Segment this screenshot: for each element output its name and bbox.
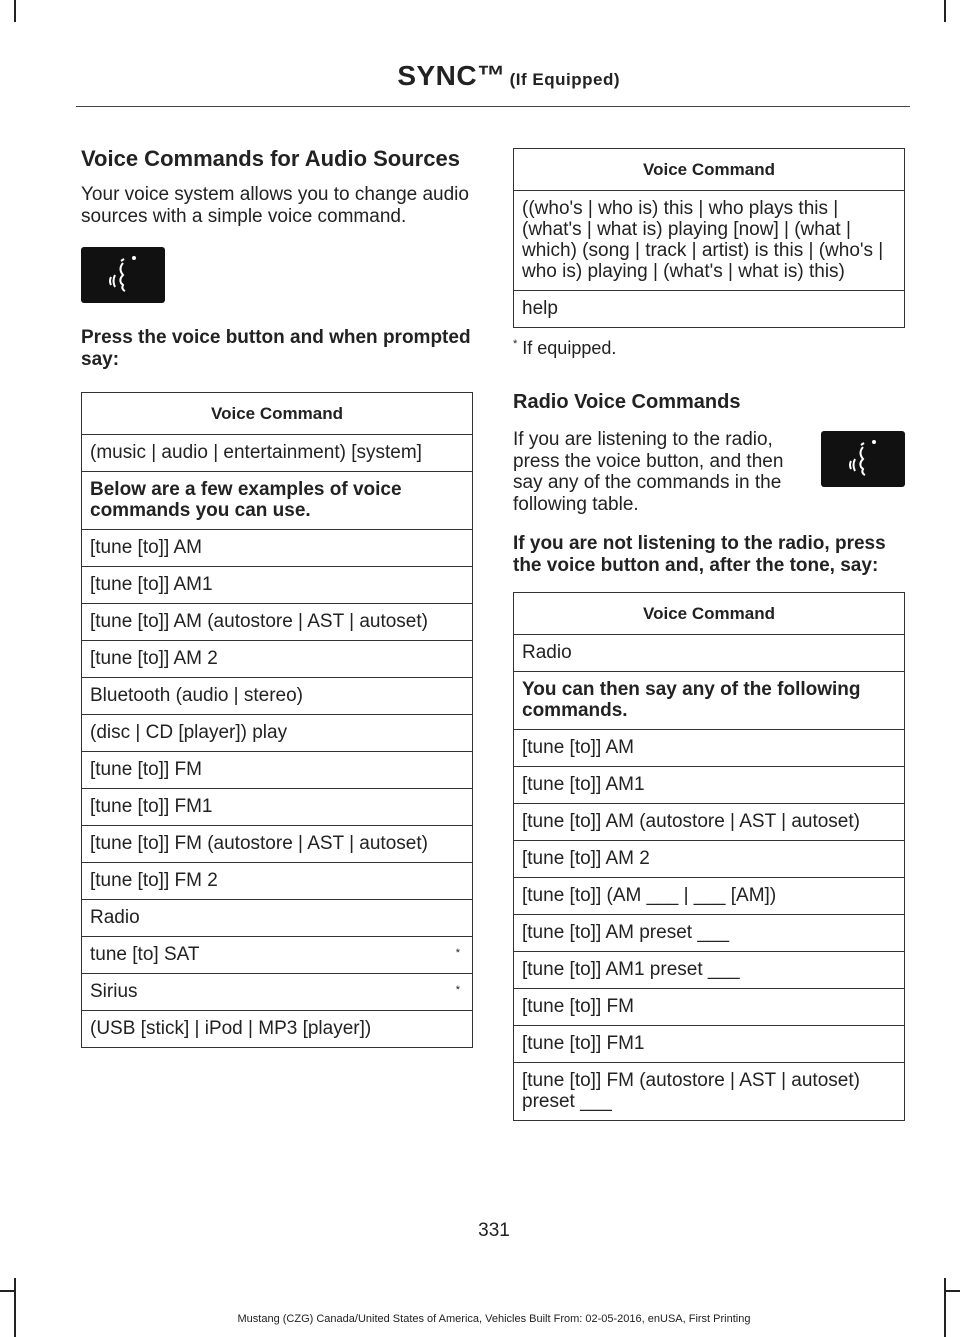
table-cell: ((who's | who is) this | who plays this | (what's | what is) playing [now] | (what | which) (song | track | artist) is this | (who's | who is) playing | (what's | what is) this) [514, 191, 905, 291]
asterisk-mark: * [455, 947, 460, 959]
section-heading: Voice Commands for Audio Sources [81, 146, 460, 171]
table-row [514, 730, 905, 767]
page-subtitle: (If Equipped) [509, 70, 620, 89]
table-row [514, 291, 905, 328]
page-title: SYNC™ (If Equipped) [397, 60, 620, 91]
table-row [514, 804, 905, 841]
table-row [514, 191, 905, 291]
table-row [82, 472, 473, 530]
table-cell: [tune [to]] (AM ___ | ___ [AM]) [514, 878, 905, 915]
table-cell: [tune [to]] FM [82, 752, 473, 789]
right-column [513, 148, 905, 1121]
table-cell: Sirius * [82, 974, 473, 1011]
table-row [82, 678, 473, 715]
instruction-text: Press the voice button and when prompted say: [81, 327, 471, 370]
footnote: * If equipped. [513, 338, 617, 358]
radio-intro-paragraph: If you are listening to the radio, press the voice button, and then say any of the commands in the following table. [513, 429, 784, 515]
voice-command-table [81, 392, 473, 1048]
table-row [514, 989, 905, 1026]
table-cell: [tune [to]] AM [514, 730, 905, 767]
crop-mark [0, 1290, 14, 1292]
table-row [514, 635, 905, 672]
table-row [82, 604, 473, 641]
voice-button-icon [81, 247, 165, 303]
table-row [82, 715, 473, 752]
table-row [82, 789, 473, 826]
voice-command-table [513, 592, 905, 1121]
table-cell: [tune [to]] FM (autostore | AST | autoset) [82, 826, 473, 863]
crop-mark [944, 0, 946, 22]
table-cell: [tune [to]] AM 2 [82, 641, 473, 678]
table-row [514, 1063, 905, 1121]
crop-mark [14, 0, 16, 22]
table-header: Voice Command [514, 593, 905, 635]
table-row [514, 1026, 905, 1063]
table-cell: help [514, 291, 905, 328]
table-row [514, 878, 905, 915]
table-cell: You can then say any of the following commands. [514, 672, 905, 730]
voice-command-table [513, 148, 905, 328]
table-cell: [tune [to]] FM1 [82, 789, 473, 826]
table-row [82, 974, 473, 1011]
table-cell: (disc | CD [player]) play [82, 715, 473, 752]
page-footer: Mustang (CZG) Canada/United States of America, Vehicles Built From: 02-05-2016, enUSA, First Printing [237, 1313, 751, 1325]
table-cell: Bluetooth (audio | stereo) [82, 678, 473, 715]
intro-paragraph: Your voice system allows you to change audio sources with a simple voice command. [81, 184, 469, 227]
page-header [76, 54, 910, 107]
table-cell: [tune [to]] AM1 [82, 567, 473, 604]
table-cell: [tune [to]] AM1 [514, 767, 905, 804]
table-row [514, 841, 905, 878]
section-heading: Radio Voice Commands [513, 391, 741, 413]
table-header: Voice Command [82, 393, 473, 435]
table-row [82, 752, 473, 789]
table-cell: [tune [to]] AM1 preset ___ [514, 952, 905, 989]
table-row [82, 937, 473, 974]
table-row [82, 863, 473, 900]
table-row [514, 767, 905, 804]
crop-mark [944, 1278, 946, 1337]
table-cell: [tune [to]] AM preset ___ [514, 915, 905, 952]
table-row [82, 900, 473, 937]
table-cell: tune [to] SAT * [82, 937, 473, 974]
table-row [514, 672, 905, 730]
table-row [82, 641, 473, 678]
table-row [82, 530, 473, 567]
table-cell: [tune [to]] FM 2 [82, 863, 473, 900]
table-row [514, 915, 905, 952]
table-row [514, 952, 905, 989]
table-row [82, 826, 473, 863]
table-cell: Below are a few examples of voice commands you can use. [82, 472, 473, 530]
crop-mark [946, 1290, 960, 1292]
table-row [82, 435, 473, 472]
table-header: Voice Command [514, 149, 905, 191]
table-cell: [tune [to]] AM (autostore | AST | autoset) [514, 804, 905, 841]
table-cell: Radio [82, 900, 473, 937]
voice-button-icon [821, 431, 905, 487]
left-column [81, 148, 473, 1048]
instruction-text: If you are not listening to the radio, press the voice button and, after the tone, say: [513, 533, 886, 576]
table-cell: (music | audio | entertainment) [system] [82, 435, 473, 472]
table-row [82, 1011, 473, 1048]
table-row [82, 567, 473, 604]
table-cell: [tune [to]] AM 2 [514, 841, 905, 878]
table-cell: [tune [to]] AM (autostore | AST | autoset) [82, 604, 473, 641]
table-cell: [tune [to]] AM [82, 530, 473, 567]
table-cell: [tune [to]] FM1 [514, 1026, 905, 1063]
table-cell: [tune [to]] FM (autostore | AST | autoset) preset ___ [514, 1063, 905, 1121]
page-number: 331 [478, 1220, 510, 1241]
table-cell: Radio [514, 635, 905, 672]
table-cell: (USB [stick] | iPod | MP3 [player]) [82, 1011, 473, 1048]
crop-mark [14, 1278, 16, 1337]
asterisk-mark: * [455, 984, 460, 996]
table-cell: [tune [to]] FM [514, 989, 905, 1026]
